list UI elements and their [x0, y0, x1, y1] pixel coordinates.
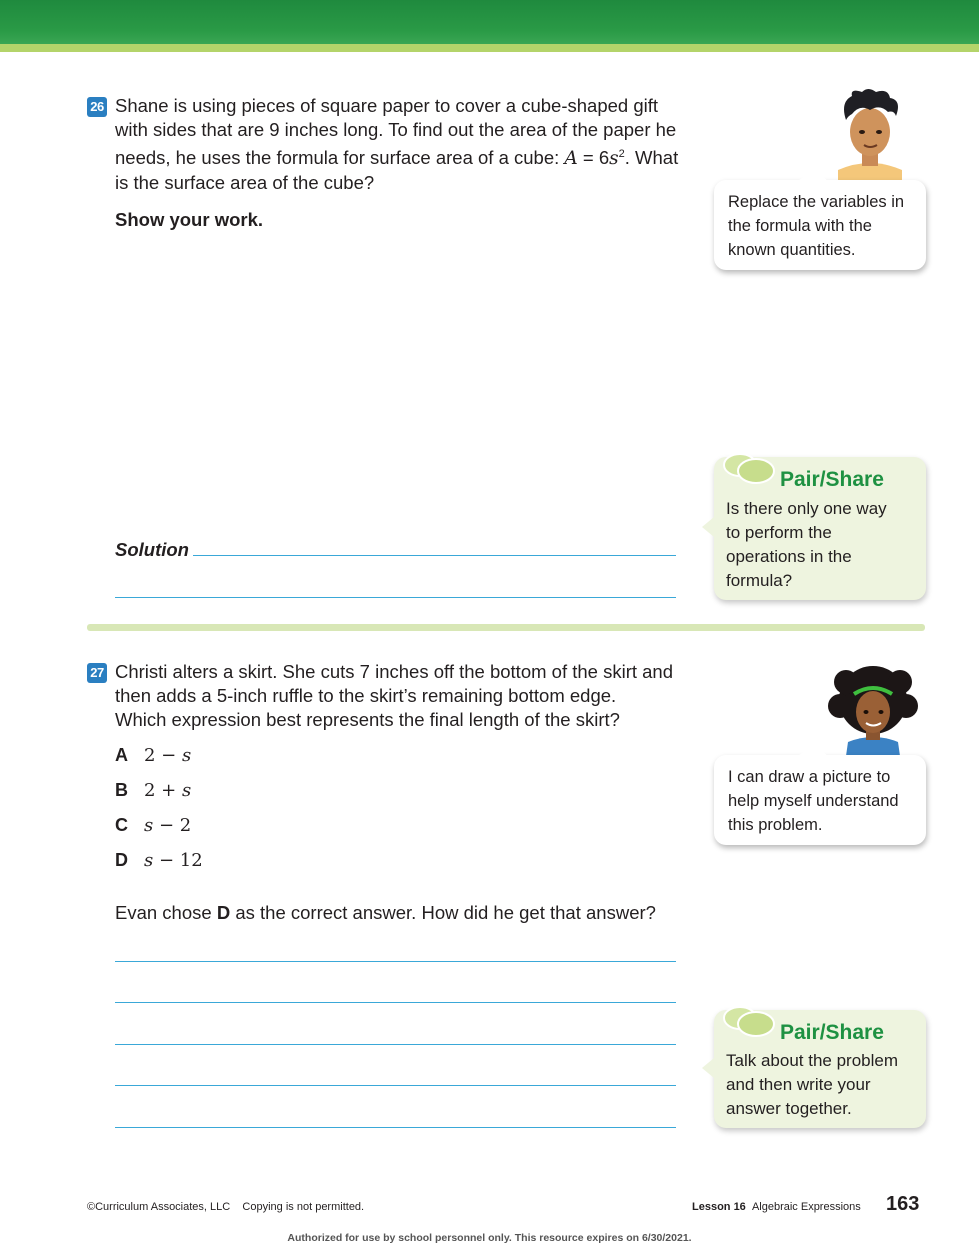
footer-lesson: Lesson 16 Algebraic Expressions — [692, 1201, 861, 1213]
pair-share-tail-26 — [702, 517, 714, 537]
pair-share-box-26 — [714, 457, 926, 600]
question-26-prompt — [115, 94, 695, 195]
speech-bubbles-icon — [720, 451, 776, 487]
hint-bubble-26-tail — [790, 154, 830, 184]
question-number-27: 27 — [87, 663, 107, 683]
show-work-label: Show your work. — [115, 209, 264, 230]
q26-line-4: is the surface area of the cube? — [115, 172, 375, 194]
hint-bubble-27 — [714, 755, 926, 845]
solution-line-2[interactable] — [115, 597, 676, 598]
pair-share-box-27 — [714, 1010, 926, 1128]
q27-line-3: Which expression best represents the final length of the skirt? — [115, 709, 620, 730]
pair-share-text-26: Is there only one way to perform the operations in the formula? — [726, 499, 887, 590]
pair-share-text-27: Talk about the problem and then write your answer together. — [726, 1051, 898, 1118]
hint-bubble-27-tail — [790, 729, 830, 759]
question-number-26: 26 — [87, 97, 107, 117]
pair-share-title-27: Pair/Share — [780, 1021, 884, 1044]
solution-label: Solution — [115, 539, 189, 560]
answer-line-4[interactable] — [115, 1085, 676, 1086]
answer-line-5[interactable] — [115, 1127, 676, 1128]
header-band — [0, 0, 979, 44]
answer-line-1[interactable] — [115, 961, 676, 962]
answer-line-2[interactable] — [115, 1002, 676, 1003]
speech-bubbles-icon — [720, 1004, 776, 1040]
hint-27-line-1: I can draw a picture to — [728, 768, 891, 786]
formula-var-s: s — [609, 148, 619, 170]
q26-line-2: with sides that are 9 inches long. To find out the area of the paper he — [115, 119, 677, 140]
evan-question: Evan chose D as the correct answer. How did he get that answer? — [115, 902, 656, 923]
footer-copyright: ©Curriculum Associates, LLC Copying is not permitted. — [87, 1201, 365, 1213]
authorization-notice: Authorized for use by school personnel only. This resource expires on 6/30/2021. — [287, 1232, 692, 1244]
q27-line-1: Christi alters a skirt. She cuts 7 inches off the bottom of the skirt and — [115, 661, 673, 682]
hint-27-line-3: this problem. — [728, 816, 823, 834]
answer-line-3[interactable] — [115, 1044, 676, 1045]
pair-share-tail-27 — [702, 1058, 714, 1078]
formula-var-a: A — [564, 148, 578, 170]
header-stripe — [0, 44, 979, 52]
hint-26-line-1: Replace the variables in — [728, 193, 905, 211]
hint-bubble-26 — [714, 180, 926, 270]
page-number: 163 — [886, 1193, 920, 1215]
pair-share-title-26: Pair/Share — [780, 468, 884, 491]
solution-line-1[interactable] — [193, 555, 676, 556]
hint-26-line-2: the formula with the — [728, 217, 872, 235]
section-divider — [87, 624, 925, 631]
student-girl-illustration — [826, 662, 920, 756]
student-boy-illustration — [830, 86, 910, 182]
hint-26-line-3: known quantities. — [728, 241, 856, 259]
question-27-prompt — [115, 660, 695, 732]
q26-line-1: Shane is using pieces of square paper to cover a cube-shaped gift — [115, 95, 659, 116]
q26-line-3: needs, he uses the formula for surface area of a cube: $A = 6s^2$. What — [115, 147, 679, 170]
hint-27-line-2: help myself understand — [728, 792, 899, 810]
q27-line-2: then adds a 5-inch ruffle to the skirt’s remaining bottom edge. — [115, 685, 617, 706]
